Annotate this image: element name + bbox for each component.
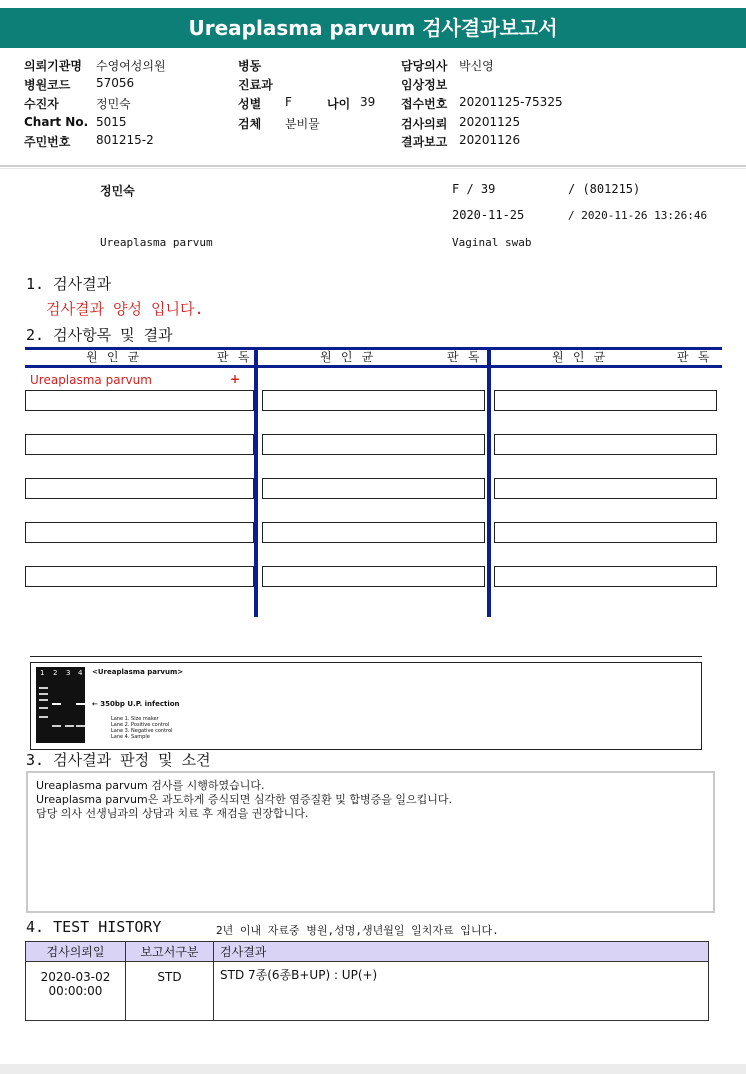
opinion-box [26,771,715,913]
history-table [25,941,709,1021]
opinion-line: 담당 의사 선생님과의 상담과 치료 후 재검을 권장합니다. [36,807,309,820]
received-date: 2020-11-25 [452,208,525,222]
result-slot [494,390,717,411]
result-judgement-1: + [230,372,241,386]
gel-band [39,707,48,709]
gel-arrow-label: ← 350bp U.P. infection [92,700,180,708]
label-resident-no: 주민번호 [24,135,71,149]
value-specimen: 분비물 [285,117,320,131]
label-doctor: 담당의사 [401,59,448,73]
label-age: 나이 [327,97,351,111]
gel-lane-number: 3 [66,669,71,677]
test-name: Ureaplasma parvum [100,236,213,249]
gel-lane-legend: Lane 3. Negative control [111,728,173,734]
reported-datetime: / 2020-11-26 13:26:46 [568,209,708,222]
label-institution: 의뢰기관명 [24,59,82,73]
opinion-line: Ureaplasma parvum은 과도하게 증식되면 심각한 염증질환 및 합병증을 일으킵니다. [36,793,452,806]
gel-band [76,725,85,727]
result-slot [25,566,254,587]
result-slot [262,434,485,455]
result-slot [262,566,485,587]
value-institution: 수영여성의원 [96,59,166,73]
result-slot [494,522,717,543]
result-slot [25,390,254,411]
history-time: 00:00:00 [48,984,103,998]
gel-lane-number: 1 [40,669,45,677]
result-slot [494,434,717,455]
result-slot [262,478,485,499]
image-top-rule [30,656,702,657]
result-slot [262,522,485,543]
value-age: 39 [360,95,376,109]
section1-title: 1. 검사결과 [26,275,112,293]
patient-sex-age: F / 39 [452,182,496,196]
value-sex: F [285,95,292,109]
label-specimen: 검체 [238,117,262,131]
label-patient: 수진자 [24,97,59,111]
gel-band [76,703,85,705]
history-col-result: 검사결과 [214,942,709,962]
gel-lane-number: 4 [78,669,83,677]
result-slot [262,390,485,411]
gel-title: <Ureaplasma parvum> [92,668,184,676]
history-col-date: 검사의뢰일 [26,942,126,962]
patient-id: / (801215) [568,182,641,196]
label-report-date: 결과보고 [401,135,448,149]
header-divider-shadow [0,168,746,169]
result-slot [25,522,254,543]
section1-result: 검사결과 양성 입니다. [46,300,204,318]
history-date-cell [26,962,126,1021]
gel-band [52,703,61,705]
patient-name: 정민숙 [100,184,135,198]
opinion-line: Ureaplasma parvum 검사를 시행하였습니다. [36,779,265,792]
grid-column-divider-1 [254,347,258,617]
gel-lane-legend: Lane 2. Positive control [111,722,170,728]
grid-column-divider-2 [487,347,491,617]
report-title: Ureaplasma parvum 검사결과보고서 [0,8,746,48]
gel-band [65,725,74,727]
grid-header-organism-3: 원 인 균 [552,350,607,364]
gel-electrophoresis-image [36,667,85,743]
gel-band [39,699,48,701]
table-row [26,962,709,1021]
history-date: 2020-03-02 [40,970,111,984]
gel-band [39,687,48,689]
result-slot [25,478,254,499]
label-hospital-code: 병원코드 [24,78,71,92]
label-receipt-no: 접수번호 [401,97,448,111]
history-type: STD [126,962,214,1021]
label-ward: 병동 [238,59,262,73]
value-report-date: 20201126 [459,133,521,147]
gel-lane-legend: Lane 1. Size maker [111,716,159,722]
result-slot [494,566,717,587]
grid-header-judgement-1: 판 독 [217,350,251,364]
history-note: 2년 이내 자료중 병원,성명,생년월일 일치자료 입니다. [216,924,499,937]
result-organism-1: Ureaplasma parvum [30,373,152,387]
section3-title: 3. 검사결과 판정 및 소견 [26,751,211,769]
gel-lane-number: 2 [53,669,58,677]
value-request-date: 20201125 [459,115,521,129]
grid-header-organism-2: 원 인 균 [320,350,375,364]
label-request-date: 검사의뢰 [401,117,448,131]
header-divider [0,165,746,167]
report-header [0,54,746,162]
gel-band [39,716,48,718]
section4-title: 4. TEST HISTORY [26,918,162,936]
label-clinical-info: 임상정보 [401,78,448,92]
gel-band [52,725,61,727]
grid-header-organism-1: 원 인 균 [86,350,141,364]
result-grid-header-rule [25,365,722,368]
label-sex: 성별 [238,97,262,111]
result-slot [494,478,717,499]
page-bottom-band [0,1064,746,1074]
value-patient: 정민숙 [96,97,131,111]
value-doctor: 박신영 [459,59,494,73]
label-chart-no: Chart No. [24,115,89,129]
history-col-type: 보고서구분 [126,942,214,962]
value-hospital-code: 57056 [96,76,135,90]
value-receipt-no: 20201125-75325 [459,95,563,109]
result-slot [25,434,254,455]
value-chart-no: 5015 [96,115,127,129]
gel-lane-legend: Lane 4. Sample [111,734,150,740]
specimen-type: Vaginal swab [452,236,532,249]
value-resident-no: 801215-2 [96,133,154,147]
section2-title: 2. 검사항목 및 결과 [26,326,173,344]
grid-header-judgement-3: 판 독 [677,350,711,364]
label-department: 진료과 [238,78,273,92]
gel-band [39,693,48,695]
grid-header-judgement-2: 판 독 [447,350,481,364]
history-result: STD 7종(6종B+UP) : UP(+) [214,962,709,1021]
